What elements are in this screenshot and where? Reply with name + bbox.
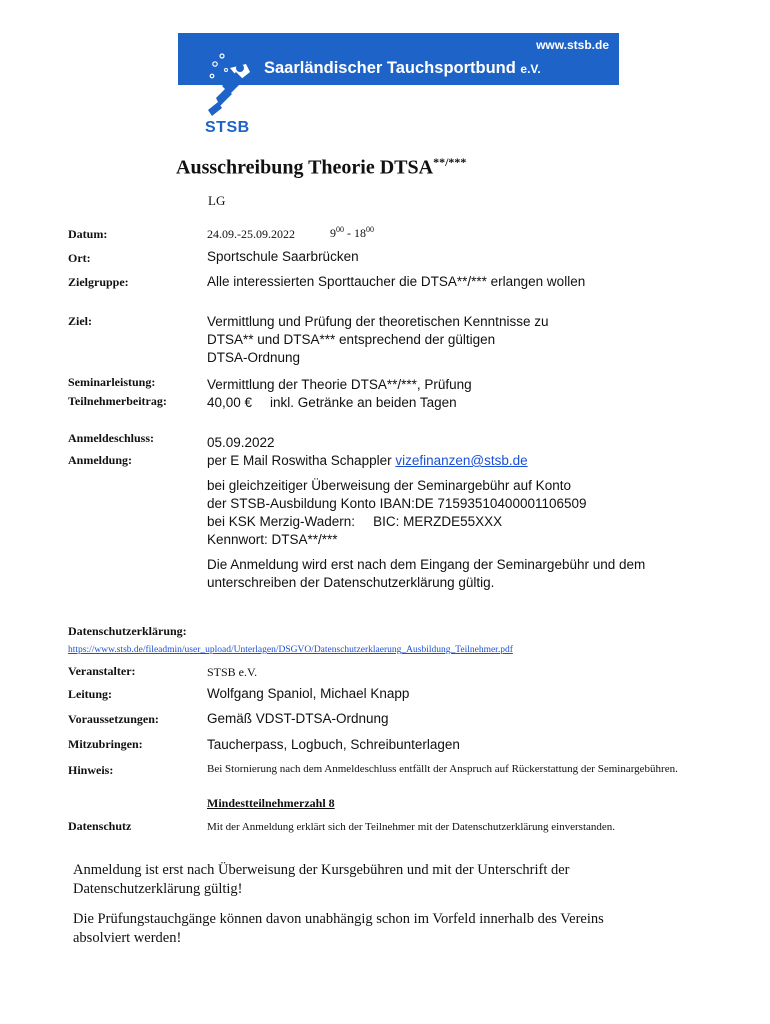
veranstalter-value: STSB e.V.: [207, 665, 258, 679]
mitzubringen-label: Mitzubringen:: [68, 737, 143, 751]
ort-label: Ort:: [68, 251, 91, 265]
ziel-line: Vermittlung und Prüfung der theoretischen Kenntnisse zu: [207, 314, 549, 329]
leitung-label: Leitung:: [68, 687, 113, 701]
org-name: [264, 59, 541, 78]
anmeldeschluss-value: 05.09.2022: [207, 435, 275, 450]
teilnehmerbeitrag-label: Teilnehmerbeitrag:: [68, 394, 167, 408]
bank-line: [207, 513, 587, 531]
mitzubringen-value: Taucherpass, Logbuch, Schreibunterlagen: [207, 737, 460, 752]
anmeldung-notice: [207, 556, 645, 592]
time-start-sup: 00: [336, 225, 344, 234]
time-end: 18: [354, 226, 366, 240]
time-end-sup: 00: [366, 225, 374, 234]
anmeldeschluss-label: Anmeldeschluss:: [68, 431, 155, 445]
footer-note-line: Datenschutzerklärung gültig!: [73, 881, 243, 897]
notice-line: Die Anmeldung wird erst nach dem Eingang der Seminargebühr und dem: [207, 557, 646, 572]
datenschutz-value: Mit der Anmeldung erklärt sich der Teilnehmer mit der Datenschutzerklärung einverstanden.: [207, 821, 616, 833]
kennwort-line: Kennwort: DTSA**/***: [207, 532, 338, 547]
footer-note-line: Die Prüfungstauchgänge können davon unabhängig schon im Vorfeld innerhalb des Vereins: [73, 911, 604, 927]
payment-line: bei gleichzeitiger Überweisung der Seminargebühr auf Konto: [207, 478, 571, 493]
header-url: www.stsb.de: [536, 38, 609, 52]
veranstalter-label: Veranstalter:: [68, 664, 136, 678]
footer-note-line: Anmeldung ist erst nach Überweisung der Kursgebühren und mit der Unterschrift der: [73, 862, 570, 878]
ziel-line: DTSA** und DTSA*** entsprechend der gültigen: [207, 332, 496, 347]
hinweis-value: Bei Stornierung nach dem Anmeldeschluss entfällt der Anspruch auf Rückerstattung der Seminargebühren.: [207, 763, 678, 775]
voraussetzungen-value: Gemäß VDST-DTSA-Ordnung: [207, 711, 389, 726]
org-suffix: e.V.: [520, 62, 541, 76]
footer-note-2: [73, 910, 693, 948]
voraussetzungen-label: Voraussetzungen:: [68, 712, 159, 726]
org-name-text: Saarländischer Tauchsportbund: [264, 59, 516, 77]
diver-logo-icon: [200, 50, 262, 120]
page-title-sup: **/***: [433, 155, 467, 169]
datenschutz-link[interactable]: https://www.stsb.de/fileadmin/user_upload/Unterlagen/DSGVO/Datenschutzerklaerung_Ausbildung_Teilnehmer.pdf: [68, 645, 513, 655]
beitrag-note: inkl. Getränke an beiden Tagen: [270, 395, 457, 410]
time-start: 9: [330, 226, 336, 240]
datum-label: Datum:: [68, 227, 108, 241]
leitung-value: Wolfgang Spaniol, Michael Knapp: [207, 686, 410, 701]
page-subtitle: LG: [208, 193, 226, 208]
ziel-value: [207, 313, 548, 367]
page-title: [176, 155, 466, 180]
beitrag-amount: 40,00 €: [207, 395, 253, 410]
anmeldung-label: Anmeldung:: [68, 453, 133, 467]
seminarleistung-label: Seminarleistung:: [68, 375, 156, 389]
stsb-logo-text: STSB: [205, 119, 250, 136]
ort-value: Sportschule Saarbrücken: [207, 249, 359, 264]
time-sep: -: [344, 226, 354, 240]
footer-note-line: absolviert werden!: [73, 930, 182, 946]
anmeldung-payment: [207, 477, 587, 549]
hinweis-label: Hinweis:: [68, 763, 114, 777]
bank-bic: BIC: MERZDE55XXX: [373, 514, 503, 529]
notice-line: unterschreiben der Datenschutzerklärung gültig.: [207, 575, 495, 590]
footer-note-1: [73, 861, 693, 899]
anmeldung-contact: [207, 452, 528, 470]
page-title-main: Ausschreibung Theorie DTSA: [176, 156, 434, 179]
zielgruppe-value: Alle interessierten Sporttaucher die DTSA**/*** erlangen wollen: [207, 274, 586, 289]
datum-time: [330, 225, 374, 241]
seminarleistung-value: Vermittlung der Theorie DTSA**/***, Prüfung: [207, 377, 472, 392]
email-link[interactable]: vizefinanzen@stsb.de: [395, 453, 528, 468]
mindestteilnehmerzahl: Mindestteilnehmerzahl 8: [207, 796, 335, 810]
anmeldung-prefix: per E Mail Roswitha Schappler: [207, 453, 396, 468]
ziel-line: DTSA-Ordnung: [207, 350, 301, 365]
ziel-label: Ziel:: [68, 314, 92, 328]
zielgruppe-label: Zielgruppe:: [68, 275, 129, 289]
datenschutz-label: Datenschutz: [68, 819, 132, 833]
datum-value: 24.09.-25.09.2022: [207, 227, 295, 241]
payment-line: der STSB-Ausbildung Konto IBAN:DE 71593510400001106509: [207, 496, 587, 511]
datenschutzerklaerung-label: Datenschutzerklärung:: [68, 624, 187, 638]
bank-name: bei KSK Merzig-Wadern:: [207, 514, 356, 529]
teilnehmerbeitrag-value: [207, 394, 457, 412]
